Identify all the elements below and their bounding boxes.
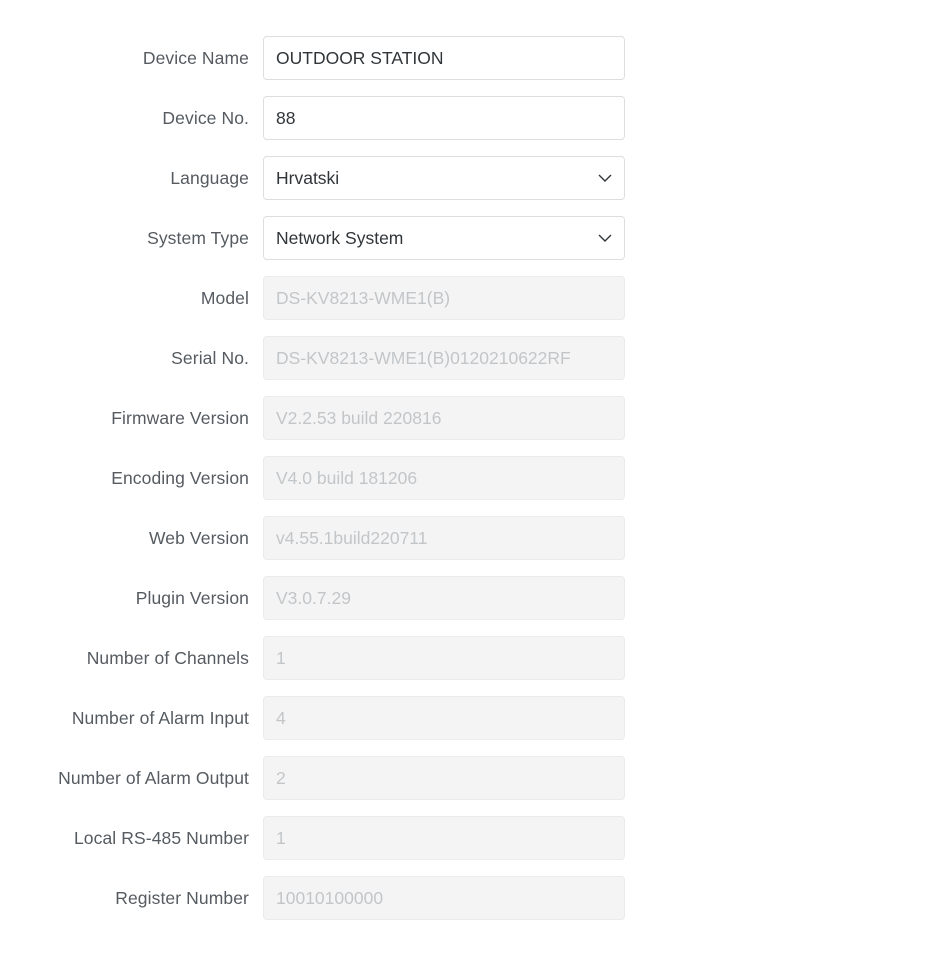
label-register-number: Register Number [115,887,249,908]
language-select[interactable] [263,156,625,200]
label-system-type: System Type [147,227,249,248]
encoding-version-input [263,456,625,500]
field-wrap-register-number [263,876,625,920]
plugin-version-input [263,576,625,620]
label-language: Language [170,167,249,188]
form-row-local-rs485-number [0,808,940,868]
local-rs485-number-value: 1 [276,827,286,848]
system-type-value: Network System [276,227,404,248]
register-number-input [263,876,625,920]
local-rs485-number-input [263,816,625,860]
form-row-number-of-channels [0,628,940,688]
form-row-encoding-version [0,448,940,508]
field-wrap-plugin-version [263,576,625,620]
field-wrap-language [263,156,625,200]
web-version-input [263,516,625,560]
label-number-of-channels: Number of Channels [86,647,249,668]
device-name-value: OUTDOOR STATION [276,47,444,68]
field-wrap-device-no [263,96,625,140]
label-web-version: Web Version [149,527,249,548]
form-row-device-no [0,88,940,148]
number-of-channels-input [263,636,625,680]
label-firmware-version: Firmware Version [111,407,249,428]
serial-no-value: DS-KV8213-WME1(B)0120210622RF [276,347,571,368]
field-wrap-number-of-alarm-input [263,696,625,740]
field-wrap-web-version [263,516,625,560]
device-name-input[interactable] [263,36,625,80]
language-value: Hrvatski [276,167,340,188]
model-value: DS-KV8213-WME1(B) [276,287,451,308]
label-number-of-alarm-input: Number of Alarm Input [71,707,249,728]
field-wrap-system-type [263,216,625,260]
label-serial-no: Serial No. [171,347,249,368]
device-no-input[interactable] [263,96,625,140]
label-device-no: Device No. [162,107,249,128]
field-wrap-local-rs485-number [263,816,625,860]
label-model: Model [200,287,249,308]
register-number-value: 10010100000 [276,887,384,908]
number-of-channels-value: 1 [276,647,286,668]
label-encoding-version: Encoding Version [111,467,249,488]
field-wrap-firmware-version [263,396,625,440]
chevron-down-icon [598,234,612,242]
number-of-alarm-input-input [263,696,625,740]
serial-no-input [263,336,625,380]
model-input [263,276,625,320]
form-row-language [0,148,940,208]
firmware-version-value: V2.2.53 build 220816 [276,407,442,428]
label-number-of-alarm-output: Number of Alarm Output [58,767,249,788]
device-no-value: 88 [276,107,296,128]
number-of-alarm-input-value: 4 [276,707,286,728]
number-of-alarm-output-value: 2 [276,767,286,788]
form-row-model [0,268,940,328]
encoding-version-value: V4.0 build 181206 [276,467,418,488]
field-wrap-model [263,276,625,320]
field-wrap-encoding-version [263,456,625,500]
form-row-firmware-version [0,388,940,448]
web-version-value: v4.55.1build220711 [276,527,428,548]
field-wrap-number-of-channels [263,636,625,680]
form-row-web-version [0,508,940,568]
number-of-alarm-output-input [263,756,625,800]
form-row-number-of-alarm-output [0,748,940,808]
chevron-down-icon [598,174,612,182]
label-local-rs485-number: Local RS-485 Number [73,827,249,848]
system-type-select[interactable] [263,216,625,260]
firmware-version-input [263,396,625,440]
form-row-serial-no [0,328,940,388]
label-device-name: Device Name [142,47,249,68]
form-row-device-name [0,28,940,88]
form-row-register-number [0,868,940,928]
plugin-version-value: V3.0.7.29 [276,587,351,608]
label-plugin-version: Plugin Version [135,587,249,608]
form-row-number-of-alarm-input [0,688,940,748]
form-row-system-type [0,208,940,268]
field-wrap-serial-no [263,336,625,380]
field-wrap-number-of-alarm-output [263,756,625,800]
form-row-plugin-version [0,568,940,628]
field-wrap-device-name [263,36,625,80]
